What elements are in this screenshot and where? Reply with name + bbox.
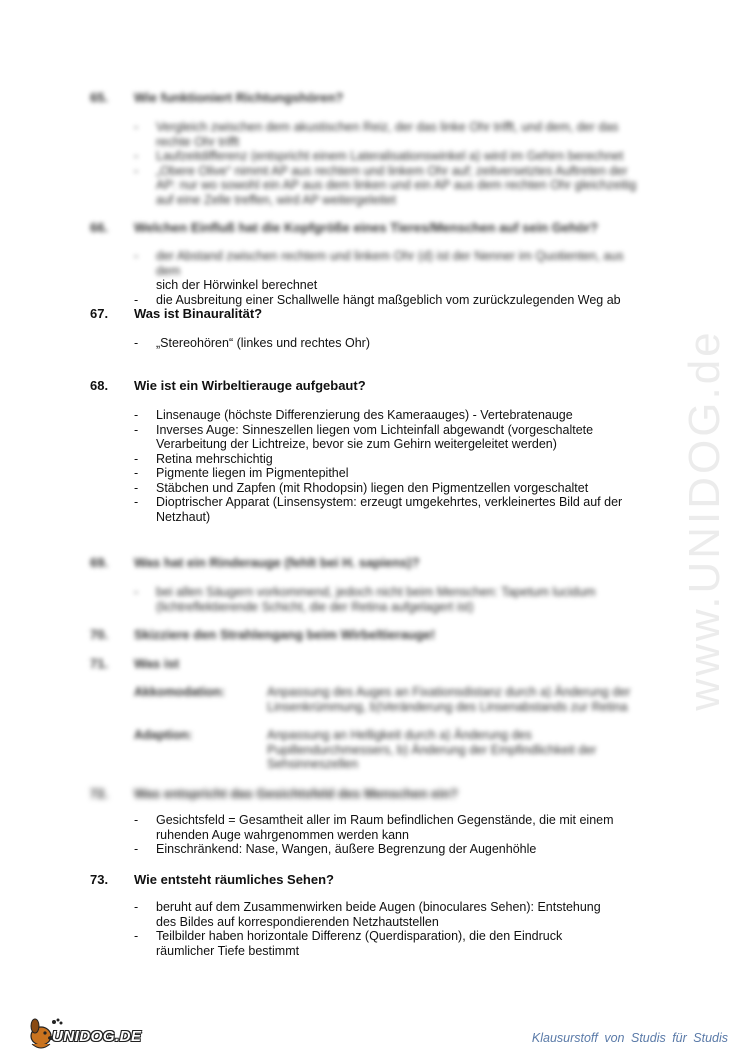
definition-term: Adaption: <box>134 728 193 742</box>
question-69-heading <box>90 555 420 570</box>
question-71-heading <box>90 656 179 671</box>
list-item: - Pigmente liegen im Pigmentepithel <box>134 466 349 480</box>
question-69-list <box>134 585 644 614</box>
list-item: - Laufzeitdifferenz (entspricht einem Lateralisationswinkel a) wird im Gehirn berechnet <box>134 149 624 163</box>
footer-tagline: Klausurstoff von Studis für Studis <box>531 1031 728 1045</box>
list-item: - Vergleich zwischen dem akustischen Reiz, der das linke Ohr trifft, und dem, der das rechte Ohr trifft <box>134 120 619 149</box>
question-number: 67. <box>90 306 109 321</box>
question-title: Was hat ein Rinderauge (fehlt bei H. sapiens)? <box>134 555 420 570</box>
question-67-list <box>134 336 644 351</box>
question-title: Skizziere den Strahlengang beim Wirbeltierauge! <box>134 627 436 642</box>
list-item: - Einschränkend: Nase, Wangen, äußere Begrenzung der Augenhöhle <box>134 842 537 856</box>
list-item-continuation: sich der Hörwinkel berechnet <box>156 278 318 292</box>
question-number: 72. <box>90 786 109 801</box>
question-number: 71. <box>90 656 109 671</box>
definition-term: Akkomodation: <box>134 685 225 699</box>
question-72-list <box>134 813 624 857</box>
dog-icon <box>31 1019 54 1048</box>
question-68-list <box>134 408 624 524</box>
question-number: 68. <box>90 378 109 393</box>
question-number: 66. <box>90 220 109 235</box>
list-item: - Retina mehrschichtig <box>134 451 273 466</box>
question-66-list <box>134 249 644 307</box>
question-title: Was entspricht das Gesichtsfeld des Menschen ein? <box>134 786 458 801</box>
question-66-heading <box>90 220 598 235</box>
question-title: Was ist Binauralität? <box>134 306 263 321</box>
definition-text: Anpassung des Auges an Fixationsdistanz durch a) Änderung der Linsenkrümmung, b)Veränderung des Linsenabstands zur Retina <box>267 685 631 714</box>
question-68-heading <box>90 378 366 393</box>
question-73-heading <box>90 872 334 887</box>
list-item: - Teilbilder haben horizontale Differenz (Querdisparation), die den Eindruck räumlicher Tiefe bestimmt <box>134 929 563 958</box>
list-item: - „Stereohören“ (linkes und rechtes Ohr) <box>134 336 370 350</box>
paw-icon <box>52 1019 63 1025</box>
question-65-heading <box>90 90 343 105</box>
list-item: - die Ausbreitung einer Schallwelle hängt maßgeblich vom zurückzulegenden Weg ab <box>134 292 621 307</box>
question-title: Wie ist ein Wirbeltierauge aufgebaut? <box>134 378 366 393</box>
question-title: Wie entsteht räumliches Sehen? <box>134 872 334 887</box>
question-65-list <box>134 120 644 207</box>
question-number: 70. <box>90 627 109 642</box>
list-item: - Dioptrischer Apparat (Linsensystem: erzeugt umgekehrtes, verkleinertes Bild auf der Netzhaut) <box>134 495 623 524</box>
question-73-list <box>134 900 624 958</box>
list-item: - Inverses Auge: Sinneszellen liegen vom Lichteinfall abgewandt (vorgeschaltete Verarbeitung der Lichtreize, bevor sie zum Gehirn weitergeleitet werden) <box>134 422 594 451</box>
list-item: - beruht auf dem Zusammenwirken beide Augen (binoculares Sehen): Entstehung des Bildes auf korrespondierenden Netzhautstellen <box>134 900 601 929</box>
question-title: Was ist <box>134 656 180 671</box>
question-number: 69. <box>90 555 109 570</box>
list-item: - der Abstand zwischen rechtem und linkem Ohr (d) ist der Nenner im Quotienten, aus dem sich der Hörwinkel berechnet <box>134 249 624 292</box>
list-item: - Gesichtsfeld = Gesamtheit aller im Raum befindlichen Gegenstände, die mit einem ruhenden Auge wahrgenommen werden kann <box>134 813 614 842</box>
question-title: Wie funktioniert Richtungshören? <box>134 90 344 105</box>
list-item: - Linsenauge (höchste Differenzierung des Kameraauges) - Vertebratenauge <box>134 408 573 422</box>
question-67-heading <box>90 306 262 321</box>
question-72-heading <box>90 786 458 801</box>
question-number: 65. <box>90 90 109 105</box>
list-item: - Stäbchen und Zapfen (mit Rhodopsin) liegen den Pigmentzellen vorgeschaltet <box>134 480 589 495</box>
watermark: www.UNIDOG.de <box>680 329 729 711</box>
list-item: - bei allen Säugern vorkommend, jedoch nicht beim Menschen: Tapetum lucidum (lichtreflektierende Schicht, die der Retina aufgelagert ist) <box>134 585 596 614</box>
definition-text: Anpassung an Helligkeit durch a) Änderung des Pupillendurchmessers, b) Änderung der Empfindlichkeit der Sehsinneszellen <box>267 728 597 771</box>
logo-text: UNIDOG.DE <box>52 1028 142 1045</box>
list-item: - „Obere Olive“ nimmt AP aus rechtem und linkem Ohr auf; zeitversetztes Auftreten der AP: nur wo sowohl ein AP aus dem linken und ein AP aus dem rechten Ohr gleichzeitig auf eine Zelle treffen, wird AP weitergeleitet <box>134 163 637 207</box>
question-title: Welchen Einfluß hat die Kopfgröße eines Tieres/Menschen auf sein Gehör? <box>134 220 598 235</box>
question-number: 73. <box>90 872 109 887</box>
question-70-heading <box>90 627 435 642</box>
